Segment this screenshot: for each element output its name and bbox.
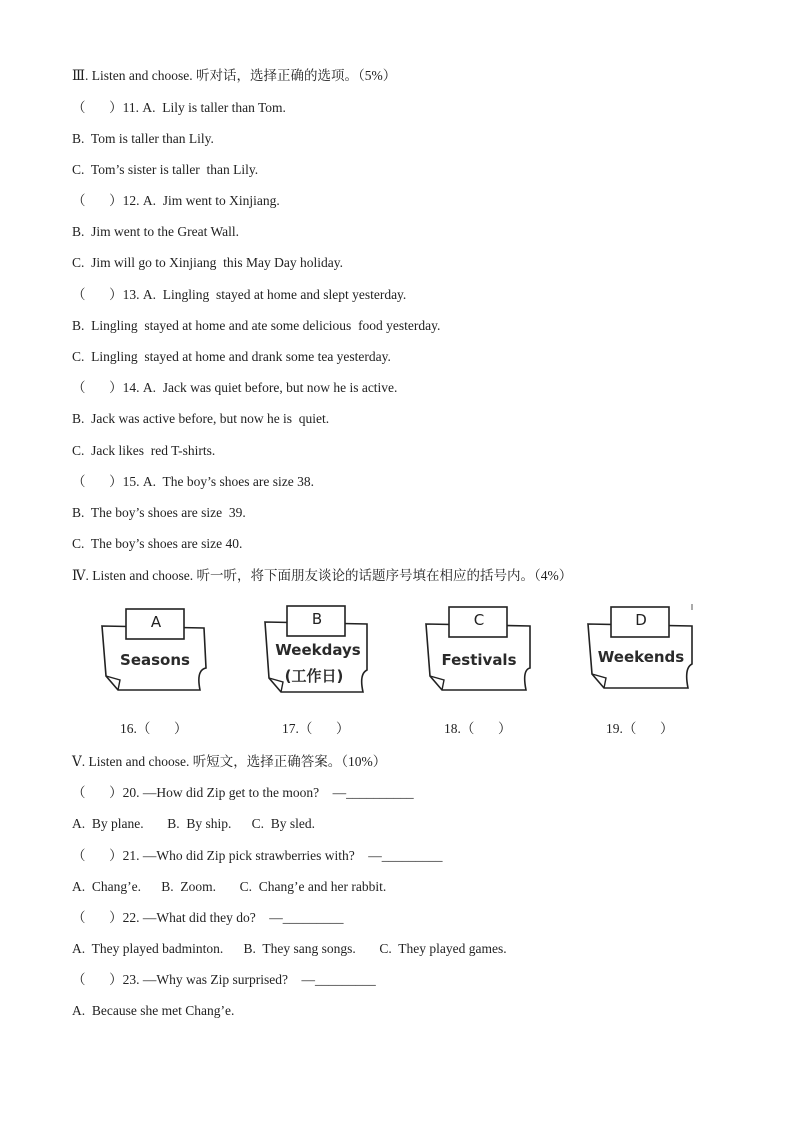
option-13c: C. Lingling stayed at home and drank some tea yesterday.: [72, 349, 391, 364]
topic-card-d: [586, 604, 696, 699]
card-word: Weekdays: [275, 641, 361, 659]
question-22: （ ）22. —What did they do? —_________: [72, 910, 344, 925]
option-23a: A. Because she met Chang’e.: [72, 1003, 235, 1018]
options-22: A. They played badminton. B. They sang songs. C. They played games.: [72, 941, 507, 956]
option-11c: C. Tom’s sister is taller than Lily.: [72, 162, 259, 177]
answer-16: 16.（ ）: [120, 721, 188, 736]
section-5-heading: Ⅴ. Listen and choose. 听短文，选择正确答案。（10%）: [72, 754, 387, 769]
option-15b: B. The boy’s shoes are size 39.: [72, 505, 246, 520]
card-word: Weekends: [597, 648, 685, 666]
topic-card-a: [100, 604, 210, 699]
section-4-heading: Ⅳ. Listen and choose. 听一听，将下面朋友谈论的话题序号填在相应的括号内。（4%）: [72, 568, 573, 583]
card-word-translation: (工作日): [284, 667, 344, 685]
option-12c: C. Jim will go to Xinjiang this May Day holiday.: [72, 255, 343, 270]
card-word: Festivals: [441, 651, 517, 669]
question-23: （ ）23. —Why was Zip surprised? —_________: [72, 972, 376, 987]
question-13: （ ）13. A. Lingling stayed at home and slept yesterday.: [72, 287, 407, 302]
question-20: （ ）20. —How did Zip get to the moon? —__________: [72, 785, 414, 800]
question-11: （ ）11. A. Lily is taller than Tom.: [72, 100, 286, 115]
question-15: （ ）15. A. The boy’s shoes are size 38.: [72, 474, 314, 489]
answer-18: 18.（ ）: [444, 721, 512, 736]
topic-card-b: [263, 604, 373, 699]
option-14c: C. Jack likes red T-shirts.: [72, 443, 216, 458]
card-letter: C: [473, 611, 485, 629]
question-14: （ ）14. A. Jack was quiet before, but now he is active.: [72, 380, 398, 395]
question-21: （ ）21. —Who did Zip pick strawberries with? —_________: [72, 848, 443, 863]
card-letter: D: [635, 611, 647, 629]
options-20: A. By plane. B. By ship. C. By sled.: [72, 816, 316, 831]
option-12b: B. Jim went to the Great Wall.: [72, 224, 240, 239]
card-letter: A: [150, 613, 162, 631]
options-21: A. Chang’e. B. Zoom. C. Chang’e and her rabbit.: [72, 879, 387, 894]
question-12: （ ）12. A. Jim went to Xinjiang.: [72, 193, 280, 208]
topic-card-c: [424, 604, 534, 699]
topic-cards: [96, 604, 706, 699]
option-13b: B. Lingling stayed at home and ate some delicious food yesterday.: [72, 318, 441, 333]
section-3-heading: Ⅲ. Listen and choose. 听对话，选择正确的选项。（5%）: [72, 68, 397, 83]
answer-19: 19.（ ）: [606, 721, 674, 736]
card-word: Seasons: [120, 651, 190, 669]
card-letter: B: [311, 610, 323, 628]
option-11b: B. Tom is taller than Lily.: [72, 131, 214, 146]
answer-17: 17.（ ）: [282, 721, 350, 736]
option-14b: B. Jack was active before, but now he is quiet.: [72, 411, 330, 426]
option-15c: C. The boy’s shoes are size 40.: [72, 536, 243, 551]
